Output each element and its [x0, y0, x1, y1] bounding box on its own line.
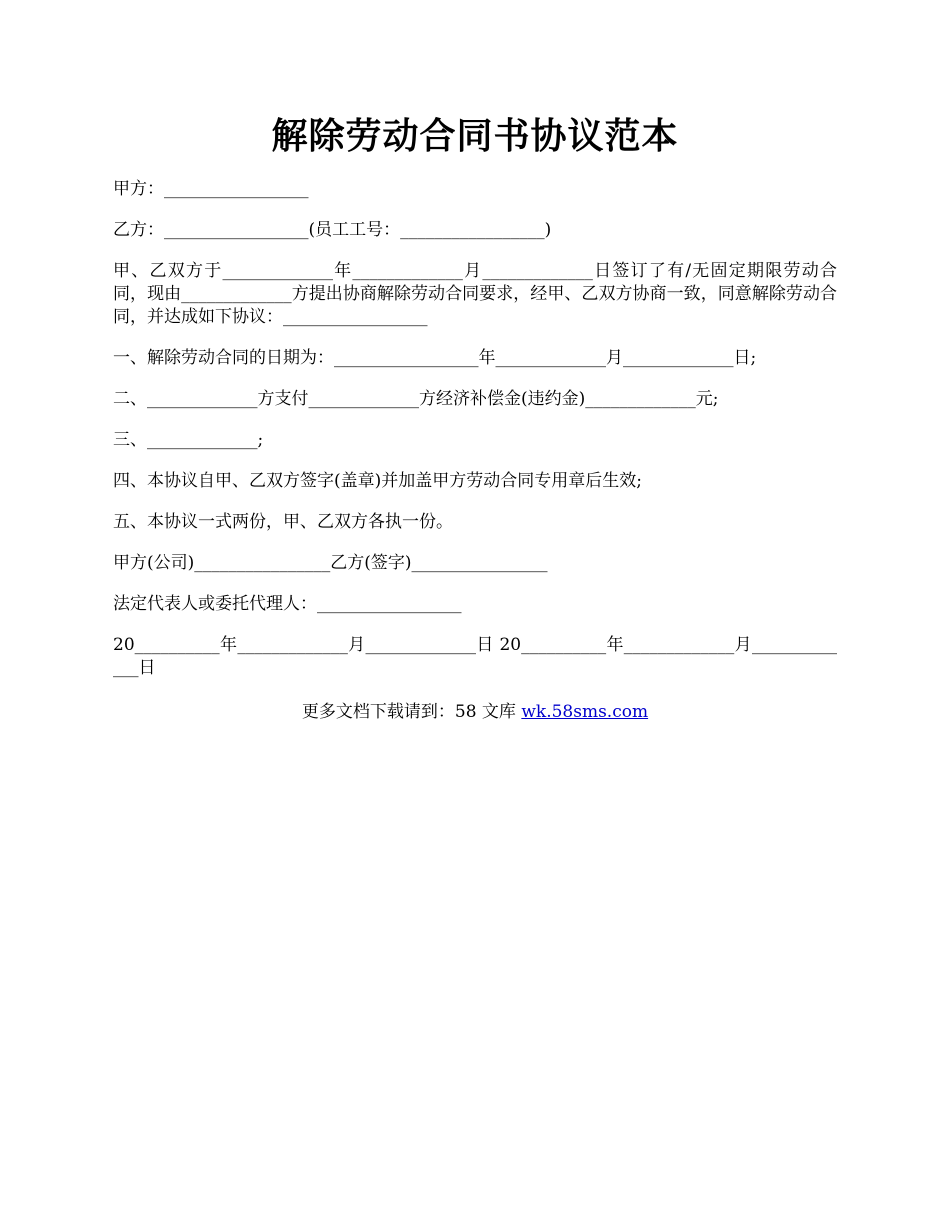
legal-representative-line: 法定代表人或委托代理人：_________________	[113, 594, 462, 614]
clause-3-other: 三、_____________;	[113, 430, 264, 450]
agreement-intro-paragraph: 甲、乙双方于_____________年_____________月_____________日签订了有/无固定期限劳动合同，现由_____________方提出协商解除劳动合同要求，经甲、乙双方协商一致，同意解除劳动合同，并达成如下协议：_________________	[113, 261, 837, 327]
footer-text: 更多文档下载请到：58 文库	[301, 702, 522, 722]
download-footer	[0, 701, 950, 724]
party-b-line: 乙方：_________________(员工工号：_________________)	[113, 220, 552, 240]
document-body	[113, 178, 837, 698]
document-title: 解除劳动合同书协议范本	[271, 115, 679, 157]
clause-2-compensation: 二、_____________方支付_____________方经济补偿金(违约金)_____________元;	[113, 389, 719, 409]
clause-4-effective: 四、本协议自甲、乙双方签字(盖章)并加盖甲方劳动合同专用章后生效;	[113, 471, 642, 491]
signature-line: 甲方(公司)________________乙方(签字)________________	[113, 553, 548, 573]
party-a-line: 甲方：_________________	[113, 179, 309, 199]
clause-5-copies: 五、本协议一式两份，甲、乙双方各执一份。	[113, 512, 453, 532]
clause-1-termination-date: 一、解除劳动合同的日期为：_________________年_____________月_____________日;	[113, 348, 757, 368]
footer-link[interactable]: wk.58sms.com	[521, 702, 649, 722]
date-line: 20__________年_____________月_____________日 20__________年_____________月_____________日	[113, 635, 837, 678]
